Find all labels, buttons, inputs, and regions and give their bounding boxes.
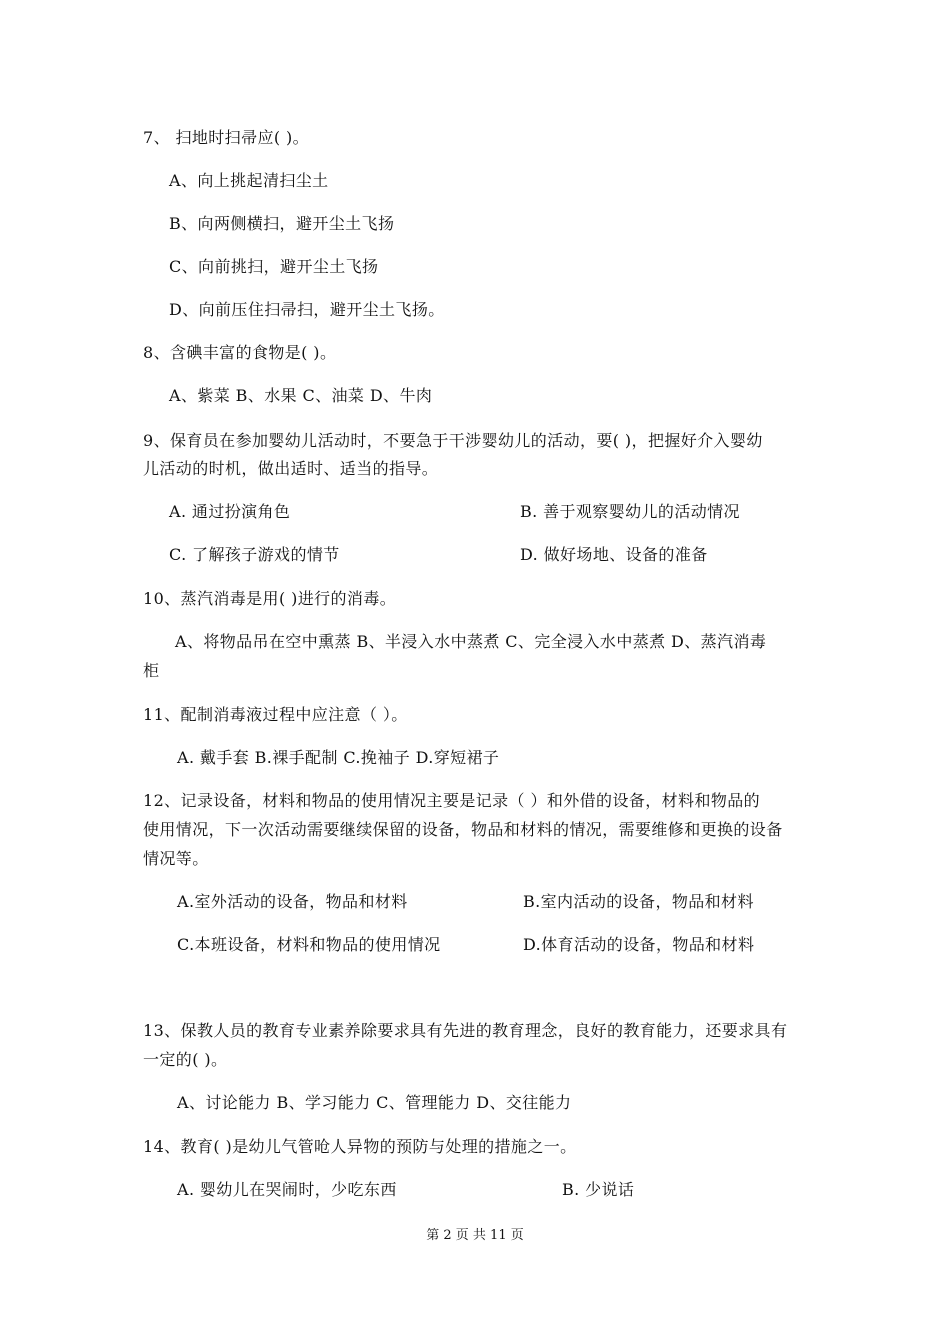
question-12-text-line-1: 12、记录设备，材料和物品的使用情况主要是记录（ ）和外借的设备，材料和物品的 bbox=[143, 791, 761, 810]
question-13-options: A、讨论能力 B、学习能力 C、管理能力 D、交往能力 bbox=[177, 1093, 572, 1112]
question-12-option-c: C.本班设备，材料和物品的使用情况 bbox=[177, 935, 441, 954]
page-number-footer: 第 2 页 共 11 页 bbox=[426, 1228, 524, 1243]
question-14-text: 14、教育( )是幼儿气管呛人异物的预防与处理的措施之一。 bbox=[143, 1137, 577, 1156]
question-10-text: 10、蒸汽消毒是用( )进行的消毒。 bbox=[143, 589, 397, 608]
question-14-option-b: B. 少说话 bbox=[562, 1180, 635, 1199]
question-11-options: A. 戴手套 B.裸手配制 C.挽袖子 D.穿短裙子 bbox=[177, 748, 500, 767]
question-9-option-a: A. 通过扮演角色 bbox=[169, 502, 291, 521]
question-7-option-c: C、向前挑扫，避开尘土飞扬 bbox=[169, 257, 379, 276]
question-8-text: 8、含碘丰富的食物是( )。 bbox=[143, 343, 337, 362]
question-7-option-d: D、向前压住扫帚扫，避开尘土飞扬。 bbox=[169, 300, 445, 319]
question-9-option-d: D. 做好场地、设备的准备 bbox=[520, 545, 708, 564]
question-9-text-line-2: 儿活动的时机，做出适时、适当的指导。 bbox=[143, 459, 439, 478]
question-9-option-c: C. 了解孩子游戏的情节 bbox=[169, 545, 340, 564]
question-12-text-line-2: 使用情况，下一次活动需要继续保留的设备，物品和材料的情况，需要维修和更换的设备 bbox=[143, 820, 783, 839]
question-13-text-line-1: 13、保教人员的教育专业素养除要求具有先进的教育理念，良好的教育能力，还要求具有 bbox=[143, 1021, 788, 1040]
question-12-option-a: A.室外活动的设备，物品和材料 bbox=[177, 892, 408, 911]
question-12-option-b: B.室内活动的设备，物品和材料 bbox=[523, 892, 754, 911]
question-11-text: 11、配制消毒液过程中应注意（ ）。 bbox=[143, 705, 408, 724]
question-12-option-d: D.体育活动的设备，物品和材料 bbox=[523, 935, 755, 954]
question-9-text-line-1: 9、保育员在参加婴幼儿活动时，不要急于干涉婴幼儿的活动，要( )，把握好介入婴幼 bbox=[143, 431, 763, 450]
question-8-options: A、紫菜 B、水果 C、油菜 D、牛肉 bbox=[169, 386, 433, 405]
question-14-option-a: A. 婴幼儿在哭闹时，少吃东西 bbox=[177, 1180, 397, 1199]
question-9-option-b: B. 善于观察婴幼儿的活动情况 bbox=[520, 502, 740, 521]
question-7-text: 7、 扫地时扫帚应( )。 bbox=[143, 128, 310, 147]
question-12-text-line-3: 情况等。 bbox=[143, 849, 209, 868]
question-13-text-line-2: 一定的( )。 bbox=[143, 1050, 228, 1069]
question-7-option-a: A、向上挑起清扫尘土 bbox=[169, 171, 329, 190]
question-10-options: A、将物品吊在空中熏蒸 B、半浸入水中蒸煮 C、完全浸入水中蒸煮 D、蒸汽消毒 bbox=[175, 632, 767, 651]
question-10-options-wrap: 柜 bbox=[143, 661, 160, 680]
question-7-option-b: B、向两侧横扫，避开尘土飞扬 bbox=[169, 214, 395, 233]
